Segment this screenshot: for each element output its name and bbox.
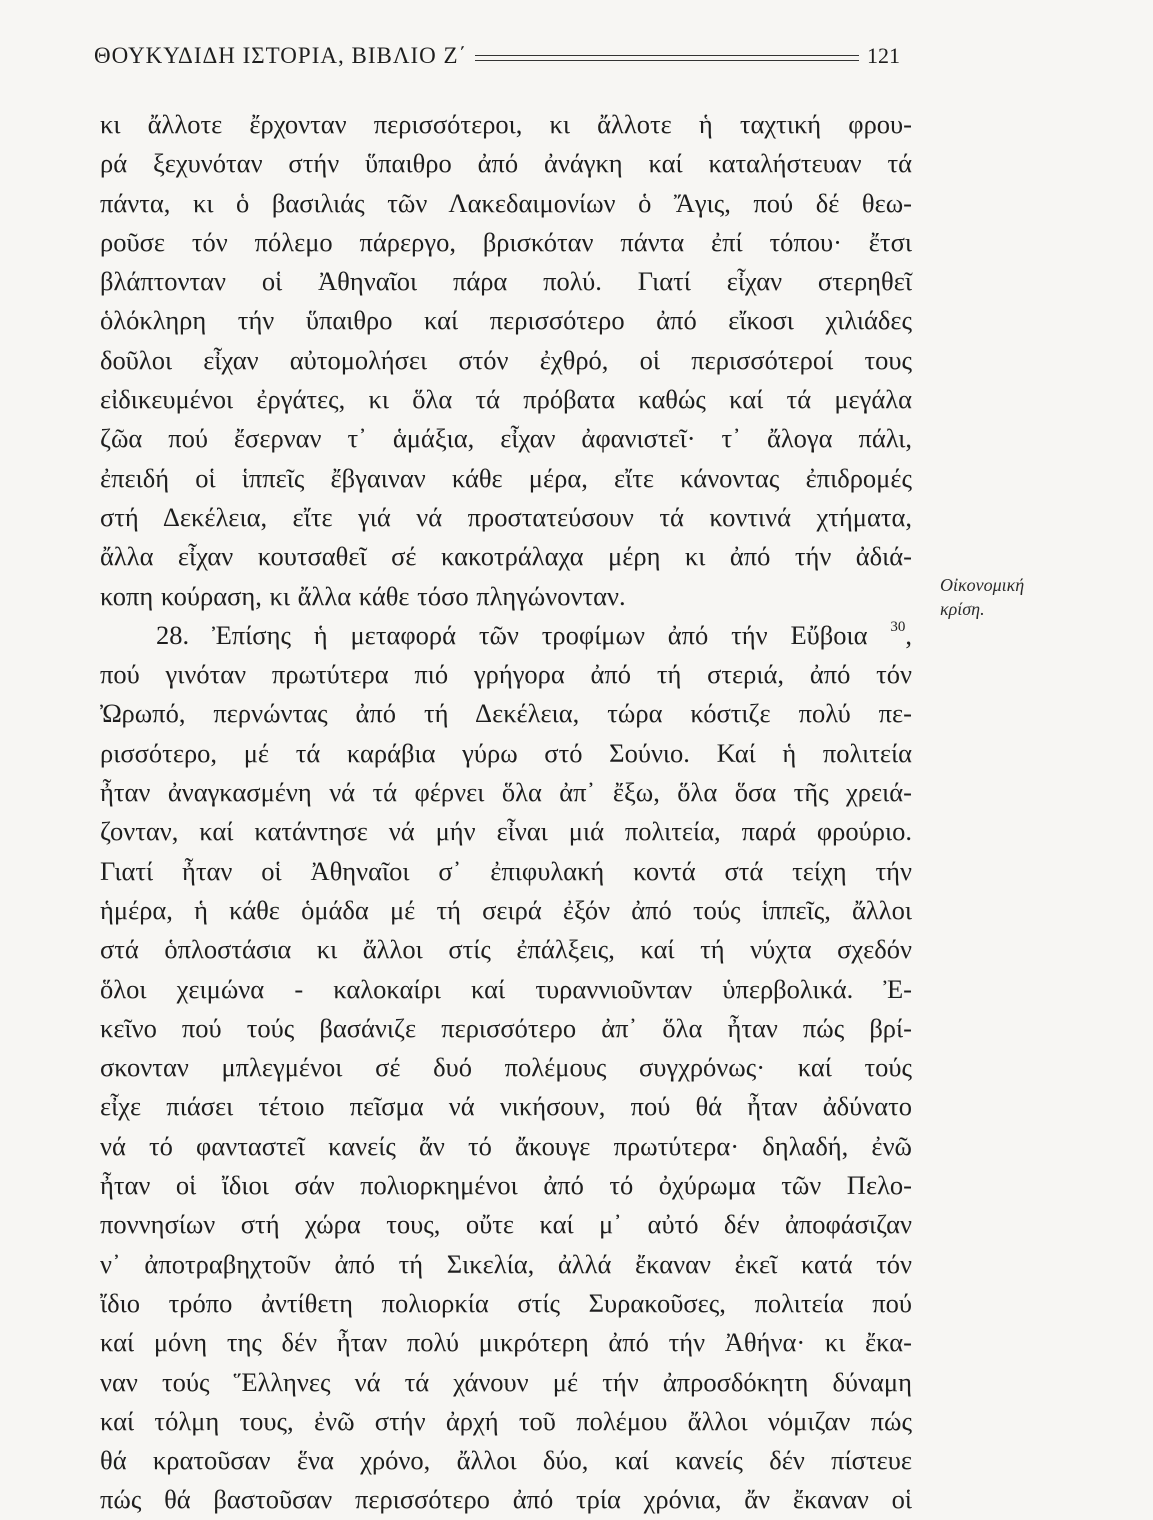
running-header xyxy=(94,36,900,76)
text-line: ὅλοι χειμώνα - καλοκαίρι καί τυραννιοῦνταν ὑπερβολικά. Ἐ- xyxy=(100,973,912,1004)
footnote-reference: 30 xyxy=(890,619,906,636)
text-line: θά κρατοῦσαν ἕνα χρόνο, ἄλλοι δύο, καί κανείς δέν πίστευε xyxy=(100,1445,912,1476)
text-line: δοῦλοι εἶχαν αὐτομολήσει στόν ἐχθρό, οἱ περισσότεροί τους xyxy=(100,344,912,375)
footnote-ref-comma: , xyxy=(905,619,912,650)
text-line: καί μόνη της δέν ἦταν πολύ μικρότερη ἀπό τήν Ἀθήνα· κι ἔκα- xyxy=(100,1327,912,1358)
text-line: νά τό φανταστεῖ κανείς ἄν τό ἄκουγε πρωτύτερα· δηλαδή, ἐνῶ xyxy=(100,1130,912,1161)
text-line: κεῖνο πού τούς βασάνιζε περισσότερο ἀπ᾿ ὅλα ἦταν πώς βρί- xyxy=(100,1012,912,1043)
text-line: ἡμέρα, ἡ κάθε ὁμάδα μέ τή σειρά ἐξόν ἀπό τούς ἱππεῖς, ἄλλοι xyxy=(100,894,912,925)
text-line: Ὠρωπό, περνώντας ἀπό τή Δεκέλεια, τώρα κόστιζε πολύ πε- xyxy=(100,698,912,729)
text-line: ρά ξεχυνόταν στήν ὕπαιθρο ἀπό ἀνάγκη καί καταλήστευαν τά xyxy=(100,148,912,179)
text-line: ἦταν ἀναγκασμένη νά τά φέρνει ὅλα ἀπ᾿ ἔξω, ὅλα ὅσα τῆς χρειά- xyxy=(100,777,912,808)
text-line: ρισσότερο, μέ τά καράβια γύρω στό Σούνιο. Καί ἡ πολιτεία xyxy=(100,737,912,768)
text-line: κι ἄλλοτε ἔρχονταν περισσότεροι, κι ἄλλοτε ἡ ταχτική φρου- xyxy=(100,109,912,139)
section-28-opening: 28. Ἐπίσης ἡ μεταφορά τῶν τροφίμων ἀπό τήν Εὔβοια xyxy=(156,619,868,650)
page-number: 121 xyxy=(867,43,900,68)
text-line: ἄλλα εἶχαν κουτσαθεῖ σέ κακοτράλαχα μέρη κι ἀπό τήν ἀδιά- xyxy=(100,541,912,572)
marginal-note xyxy=(940,573,1100,621)
body-text xyxy=(100,105,912,1520)
text-line: ἦταν οἱ ἴδιοι σάν πολιορκημένοι ἀπό τό ὀχύρωμα τῶν Πελο- xyxy=(100,1170,912,1201)
text-line: πώς θά βαστοῦσαν περισσότερο ἀπό τρία χρόνια, ἄν ἔκαναν οἱ xyxy=(100,1484,912,1515)
header-double-rule xyxy=(475,55,859,61)
text-line: στή Δεκέλεια, εἴτε γιά νά προστατεύσουν τά κοντινά χτήματα, xyxy=(100,501,912,532)
text-line: ἴδιο τρόπο ἀντίθετη πολιορκία στίς Συρακοῦσες, πολιτεία πού xyxy=(100,1287,912,1318)
text-line: Γιατί ἦταν οἱ Ἀθηναῖοι σ᾿ ἐπιφυλακή κοντά στά τείχη τήν xyxy=(100,855,912,886)
text-line: ν᾿ ἀποτραβηχτοῦν ἀπό τή Σικελία, ἀλλά ἔκαναν ἐκεῖ κατά τόν xyxy=(100,1248,912,1279)
text-line: εἶχε πιάσει τέτοιο πεῖσμα νά νικήσουν, πού θά ἦταν ἀδύνατο xyxy=(100,1091,912,1122)
running-title: ΘΟΥΚΥΔΙΔΗ ΙΣΤΟΡΙΑ, ΒΙΒΛΙΟ Ζ΄ xyxy=(94,43,468,68)
text-line: πού γινόταν πρωτύτερα πιό γρήγορα ἀπό τή στεριά, ἀπό τόν xyxy=(100,659,912,690)
section-28-first-line xyxy=(100,616,912,655)
text-line: ποννησίων στή χώρα τους, οὔτε καί μ᾿ αὐτό δέν ἀποφάσιζαν xyxy=(100,1209,912,1240)
text-line: εἰδικευμένοι ἐργάτες, κι ὅλα τά πρόβατα καθώς καί τά μεγάλα xyxy=(100,384,912,415)
text-line: σκονταν μπλεγμένοι σέ δυό πολέμους συγχρόνως· καί τούς xyxy=(100,1052,912,1083)
text-line: ἐπειδή οἱ ἱππεῖς ἔβγαιναν κάθε μέρα, εἴτε κάνοντας ἐπιδρομές xyxy=(100,462,912,493)
text-line: ναν τούς Ἕλληνες νά τά χάνουν μέ τήν ἀπροσδόκητη δύναμη xyxy=(100,1366,912,1397)
text-line: βλάπτονταν οἱ Ἀθηναῖοι πάρα πολύ. Γιατί εἶχαν στερηθεῖ xyxy=(100,266,912,297)
text-line: ζῶα πού ἔσερναν τ᾿ ἁμάξια, εἶχαν ἀφανιστεῖ· τ᾿ ἄλογα πάλι, xyxy=(100,423,912,454)
marginal-note-line: Οἰκονομική xyxy=(940,575,1025,595)
text-line: καί τόλμη τους, ἐνῶ στήν ἀρχή τοῦ πολέμου ἄλλοι νόμιζαν πώς xyxy=(100,1405,912,1436)
text-line: ζονταν, καί κατάντησε νά μήν εἶναι μιά πολιτεία, παρά φρούριο. xyxy=(100,816,912,847)
paragraph-end-line: κοπη κούραση, κι ἄλλα κάθε τόσο πληγώνονταν. xyxy=(100,580,626,611)
text-line: ροῦσε τόν πόλεμο πάρεργο, βρισκόταν πάντα ἐπί τόπου· ἔτσι xyxy=(100,226,912,257)
marginal-note-line: κρίση. xyxy=(940,599,985,619)
text-line: στά ὁπλοστάσια κι ἄλλοι στίς ἐπάλξεις, καί τή νύχτα σχεδόν xyxy=(100,934,912,965)
text-line: ὁλόκληρη τήν ὕπαιθρο καί περισσότερο ἀπό εἴκοσι χιλιάδες xyxy=(100,305,912,336)
text-line: πάντα, κι ὁ βασιλιάς τῶν Λακεδαιμονίων ὁ Ἄγις, πού δέ θεω- xyxy=(100,187,912,218)
